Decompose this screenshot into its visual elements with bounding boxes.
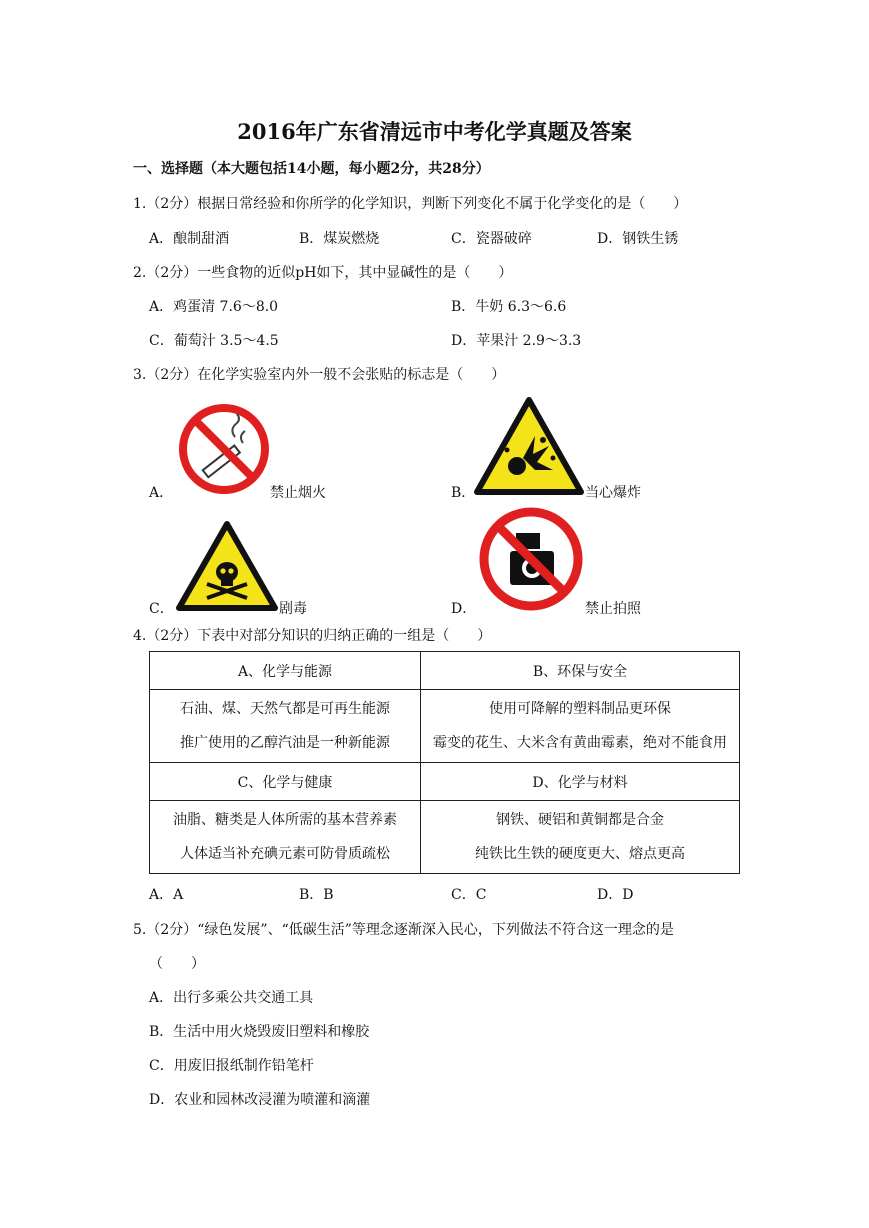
table-cell-b-line1: 使用可降解的塑料制品更环保 <box>489 701 671 717</box>
q3-option-b-label: 当心爆炸 <box>585 485 641 501</box>
toxic-skull-warning-icon <box>175 520 279 614</box>
table-cell-a-line1: 石油、煤、天然气都是可再生能源 <box>180 701 390 717</box>
section-heading: 一、选择题（本大题包括14小题，每小题2分，共28分） <box>133 161 490 177</box>
knowledge-table <box>149 651 740 874</box>
no-smoking-sign-icon <box>175 403 273 495</box>
q3-option-a-letter: A． <box>149 485 174 501</box>
q2-option-c: C．葡萄汁 3.5～4.5 <box>149 333 279 349</box>
q4-option-d: D．D <box>597 887 634 903</box>
q3-option-c-label: 剧毒 <box>279 601 307 617</box>
table-cell-a-line2: 推广使用的乙醇汽油是一种新能源 <box>180 735 390 751</box>
table-cell-d-header: D、化学与材料 <box>421 763 740 801</box>
table-cell-a-content <box>150 690 421 763</box>
q5-option-d: D．农业和园林改浸灌为喷灌和滴灌 <box>149 1092 371 1108</box>
q3-option-a-label: 禁止烟火 <box>270 485 326 501</box>
q5-option-a: A．出行多乘公共交通工具 <box>149 990 314 1006</box>
q4-option-b: B．B <box>299 887 334 903</box>
table-cell-b-content <box>421 690 740 763</box>
table-cell-d-line1: 钢铁、硬铝和黄铜都是合金 <box>496 812 664 828</box>
page-title: 2016年广东省清远市中考化学真题及答案 <box>237 119 632 144</box>
no-photography-sign-icon <box>476 505 586 613</box>
table-cell-c-header: C、化学与健康 <box>150 763 421 801</box>
q5-option-c: C．用废旧报纸制作铅笔杆 <box>149 1058 314 1074</box>
table-cell-d-content <box>421 801 740 874</box>
table-cell-c-content <box>150 801 421 874</box>
q3-stem: 3.（2分）在化学实验室内外一般不会张贴的标志是（ ） <box>133 367 506 383</box>
q2-option-d: D．苹果汁 2.9～3.3 <box>451 333 582 349</box>
q4-stem: 4.（2分）下表中对部分知识的归纳正确的一组是（ ） <box>133 628 492 644</box>
table-cell-c-line2: 人体适当补充碘元素可防骨质疏松 <box>180 846 390 862</box>
q5-option-b: B．生活中用火烧毁废旧塑料和橡胶 <box>149 1024 370 1040</box>
table-cell-a-header: A、化学与能源 <box>150 652 421 690</box>
q4-option-a: A．A <box>149 887 184 903</box>
q3-option-c-letter: C． <box>149 601 174 617</box>
q3-option-d-letter: D． <box>451 601 477 617</box>
q1-stem: 1.（2分）根据日常经验和你所学的化学知识，判断下列变化不属于化学变化的是（ ） <box>133 196 688 212</box>
q3-option-d-label: 禁止拍照 <box>585 601 641 617</box>
q2-option-a: A．鸡蛋清 7.6～8.0 <box>149 299 279 315</box>
q1-option-d: D．钢铁生锈 <box>597 231 679 247</box>
table-cell-b-header: B、环保与安全 <box>421 652 740 690</box>
q3-option-b-letter: B． <box>451 485 476 501</box>
q5-stem: 5.（2分）“绿色发展”、“低碳生活”等理念逐渐深入民心，下列做法不符合这一理念的是 <box>133 922 674 938</box>
q1-option-c: C．瓷器破碎 <box>451 231 532 247</box>
q1-option-b: B．煤炭燃烧 <box>299 231 380 247</box>
explosion-warning-icon <box>473 396 585 496</box>
q4-option-c: C．C <box>451 887 487 903</box>
q5-paren: （ ） <box>149 956 205 972</box>
table-cell-d-line2: 纯铁比生铁的硬度更大、熔点更高 <box>475 846 685 862</box>
q1-option-a: A．酿制甜酒 <box>149 231 230 247</box>
q2-option-b: B．牛奶 6.3～6.6 <box>451 299 567 315</box>
q2-stem: 2.（2分）一些食物的近似pH如下，其中显碱性的是（ ） <box>133 265 513 281</box>
table-cell-c-line1: 油脂、糖类是人体所需的基本营养素 <box>173 812 397 828</box>
table-cell-b-line2: 霉变的花生、大米含有黄曲霉素，绝对不能食用 <box>433 735 727 751</box>
